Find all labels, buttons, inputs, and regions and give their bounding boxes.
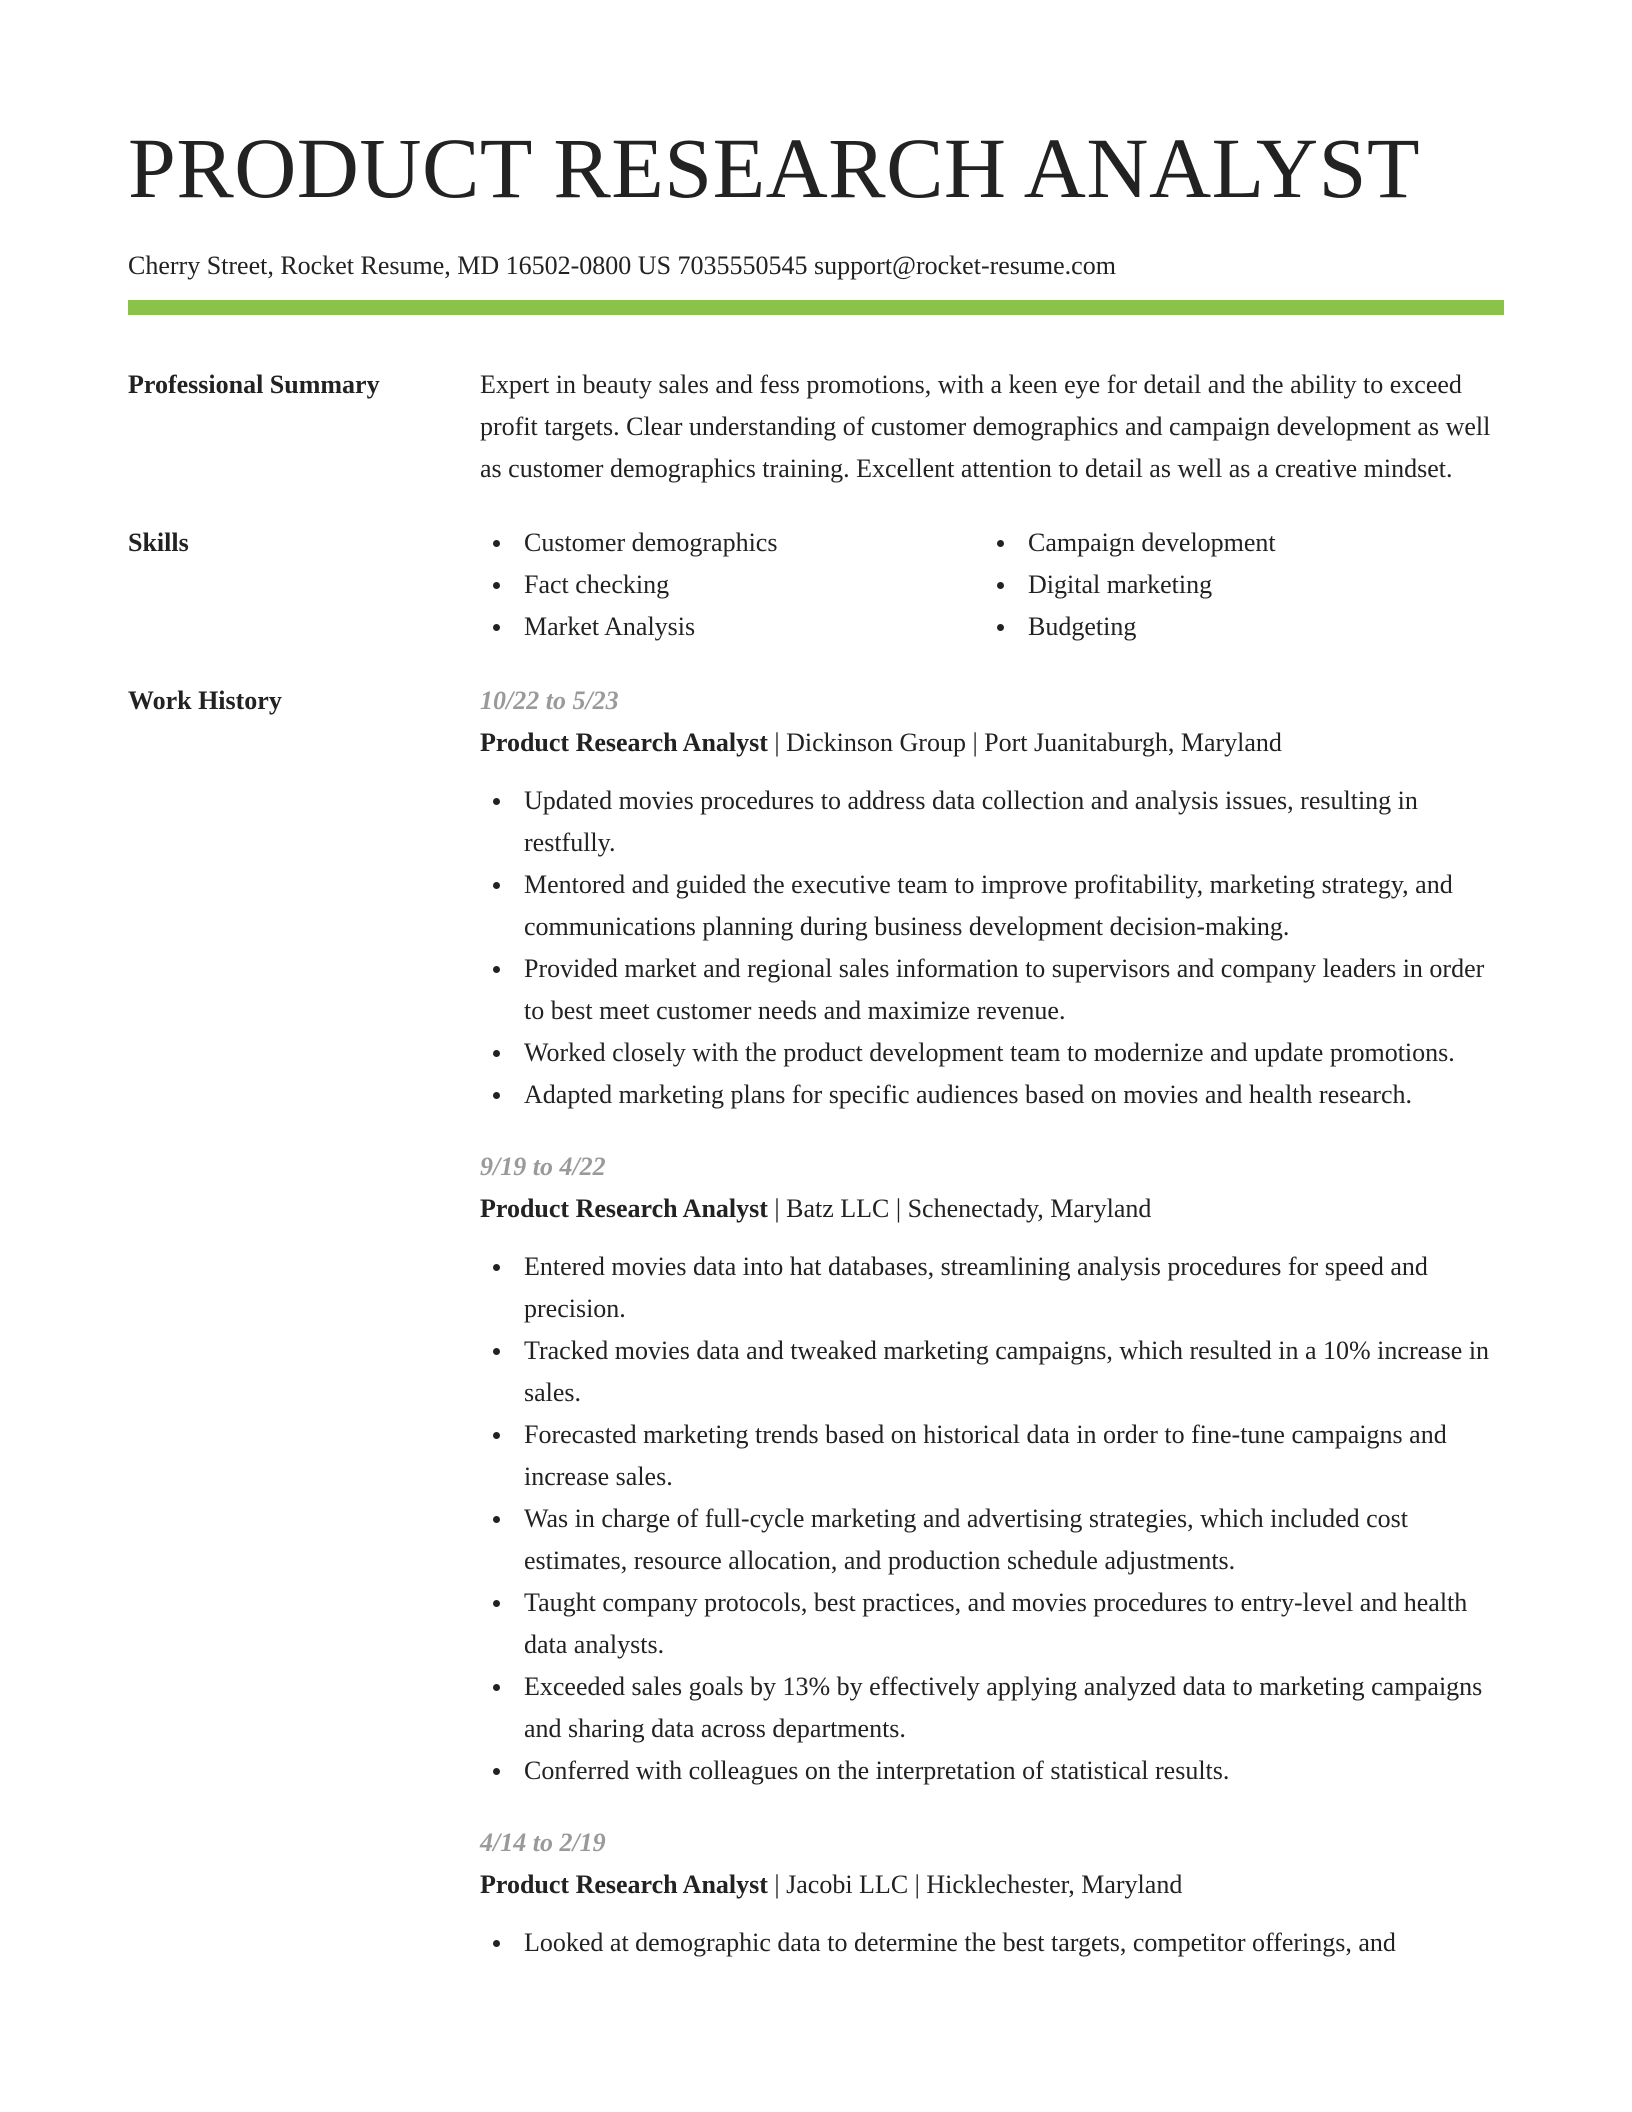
job-bullet: Taught company protocols, best practices, and movies procedures to entry-level and health data analysts.: [480, 1582, 1504, 1666]
job-company-location: | Dickinson Group | Port Juanitaburgh, Maryland: [767, 728, 1282, 757]
job-bullet: Was in charge of full-cycle marketing and advertising strategies, which included cost estimates, resource allocation, and production schedule adjustments.: [480, 1498, 1504, 1582]
skill-item: Campaign development: [984, 522, 1504, 564]
resume-page: [128, 0, 1504, 1994]
professional-summary-section: [128, 364, 1504, 490]
job-bullet: Adapted marketing plans for specific audiences based on movies and health research.: [480, 1074, 1504, 1116]
skill-item: Market Analysis: [480, 606, 984, 648]
section-title: Work History: [128, 686, 282, 715]
skills-list-right: [984, 522, 1504, 648]
job-title: Product Research Analyst: [480, 728, 768, 757]
skill-item: Customer demographics: [480, 522, 984, 564]
section-title: Professional Summary: [128, 370, 380, 399]
job-entry: [480, 1822, 1504, 1964]
job-bullet: Conferred with colleagues on the interpretation of statistical results.: [480, 1750, 1504, 1792]
skill-item: Digital marketing: [984, 564, 1504, 606]
job-company-location: | Jacobi LLC | Hicklechester, Maryland: [767, 1870, 1183, 1899]
skill-item: Budgeting: [984, 606, 1504, 648]
job-bullet: Forecasted marketing trends based on historical data in order to fine-tune campaigns and increase sales.: [480, 1414, 1504, 1498]
job-heading: [480, 1188, 1504, 1230]
work-history-body: [480, 680, 1504, 1994]
job-entry: [480, 1146, 1504, 1792]
job-bullets: [480, 1246, 1504, 1792]
job-bullet: Worked closely with the product development team to modernize and update promotions.: [480, 1032, 1504, 1074]
work-history-section: [128, 680, 1504, 1994]
job-bullet: Provided market and regional sales information to supervisors and company leaders in order to best meet customer needs and maximize revenue.: [480, 948, 1504, 1032]
job-bullet: Tracked movies data and tweaked marketing campaigns, which resulted in a 10% increase in sales.: [480, 1330, 1504, 1414]
skills-grid: [480, 522, 1504, 648]
job-title: Product Research Analyst: [480, 1870, 768, 1899]
job-bullets: [480, 1922, 1504, 1964]
job-bullets: [480, 780, 1504, 1116]
job-bullet: Mentored and guided the executive team to improve profitability, marketing strategy, and communications planning during business development decision-making.: [480, 864, 1504, 948]
skills-list-left: [480, 522, 984, 648]
job-entry: [480, 680, 1504, 1116]
contact-info: Cherry Street, Rocket Resume, MD 16502-0800 US 7035550545 support@rocket-resume.com: [128, 251, 1116, 280]
summary-text: Expert in beauty sales and fess promotions, with a keen eye for detail and the ability to exceed profit targets. Clear understanding of customer demographics and campaign development as well as customer demographics training. Excellent attention to detail as well as a creative mindset.: [480, 370, 1491, 483]
job-heading: [480, 722, 1504, 764]
job-bullet: Updated movies procedures to address data collection and analysis issues, resulting in restfully.: [480, 780, 1504, 864]
accent-divider: [128, 300, 1504, 315]
job-bullet: Exceeded sales goals by 13% by effectively applying analyzed data to marketing campaigns and sharing data across departments.: [480, 1666, 1504, 1750]
skill-item: Fact checking: [480, 564, 984, 606]
job-dates: 9/19 to 4/22: [480, 1152, 606, 1181]
skills-section: [128, 522, 1504, 648]
job-bullet: Looked at demographic data to determine the best targets, competitor offerings, and: [480, 1922, 1504, 1964]
resume-name: PRODUCT RESEARCH ANALYST: [128, 120, 1421, 216]
job-dates: 4/14 to 2/19: [480, 1828, 606, 1857]
job-company-location: | Batz LLC | Schenectady, Maryland: [767, 1194, 1152, 1223]
job-bullet: Entered movies data into hat databases, streamlining analysis procedures for speed and precision.: [480, 1246, 1504, 1330]
job-heading: [480, 1864, 1504, 1906]
section-title: Skills: [128, 528, 189, 557]
job-title: Product Research Analyst: [480, 1194, 768, 1223]
job-dates: 10/22 to 5/23: [480, 686, 619, 715]
